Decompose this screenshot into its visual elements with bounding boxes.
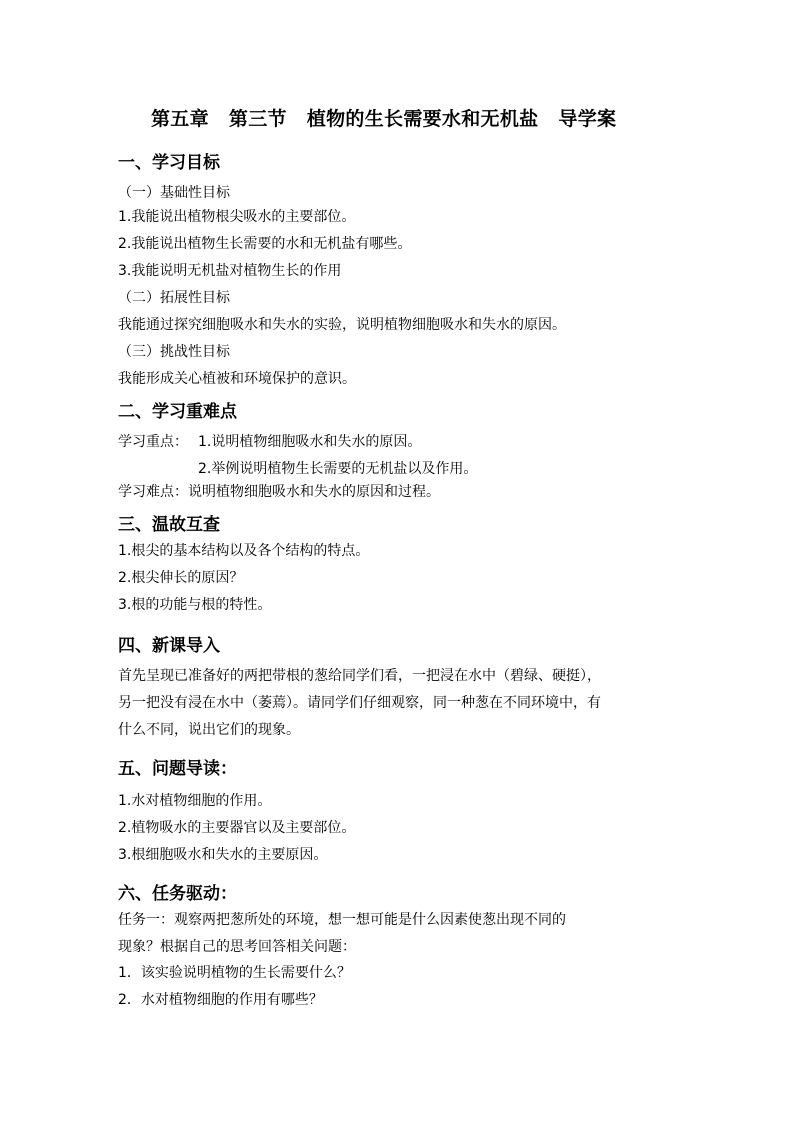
list-item: 1.水对植物细胞的作用。 <box>118 793 272 809</box>
list-item: 2.植物吸水的主要器官以及主要部位。 <box>118 820 356 836</box>
title-chapter: 第五章 <box>151 108 209 130</box>
intro-line-3: 什么不同，说出它们的现象。 <box>118 722 300 738</box>
section-3-heading: 三、温故互查 <box>118 515 220 535</box>
task-line-1: 任务一：观察两把葱所处的环境，想一想可能是什么因素使葱出现不同的 <box>118 912 566 928</box>
objective-basic-heading: （一）基础性目标 <box>118 185 230 201</box>
list-item: 2.根尖伸长的原因？ <box>118 570 244 586</box>
key-point-1: 1.说明植物细胞吸水和失水的原因。 <box>198 434 422 450</box>
list-item: 3.根的功能与根的特性。 <box>118 597 272 613</box>
task-question-1: 1．该实验说明植物的生长需要什么？ <box>118 965 351 981</box>
document-title <box>151 104 711 131</box>
section-6-heading: 六、任务驱动： <box>118 884 237 904</box>
objective-extended-heading: （二）拓展性目标 <box>118 290 230 306</box>
objective-challenge-text: 我能形成关心植被和环境保护的意识。 <box>118 371 356 387</box>
intro-line-1: 首先呈现已准备好的两把带根的葱给同学们看，一把浸在水中（碧绿、硬挺）， <box>118 668 601 684</box>
title-topic: 植物的生长需要水和无机盐 <box>306 108 539 130</box>
section-1-heading: 一、学习目标 <box>118 153 220 173</box>
section-2-heading: 二、学习重难点 <box>118 402 237 422</box>
difficulty-label: 学习难点： <box>118 484 188 500</box>
intro-line-2: 另一把没有浸在水中（萎蔫）。请同学们仔细观察，同一种葱在不同环境中，有 <box>118 695 601 711</box>
title-section: 第三节 <box>228 108 287 130</box>
objective-extended-text: 我能通过探究细胞吸水和失水的实验，说明植物细胞吸水和失水的原因。 <box>118 317 566 333</box>
key-points-label: 学习重点： <box>118 434 188 450</box>
key-point-2: 2.举例说明植物生长需要的无机盐以及作用。 <box>198 461 478 477</box>
list-item: 3.根细胞吸水和失水的主要原因。 <box>118 847 328 863</box>
task-line-2: 现象？根据自己的思考回答相关问题： <box>118 939 356 955</box>
difficulty-text: 说明植物细胞吸水和失水的原因和过程。 <box>188 484 440 500</box>
objective-challenge-heading: （三）挑战性目标 <box>118 344 230 360</box>
list-item: 1.我能说出植物根尖吸水的主要部位。 <box>118 209 356 225</box>
section-5-heading: 五、问题导读： <box>118 759 237 779</box>
list-item: 1.根尖的基本结构以及各个结构的特点。 <box>118 543 370 559</box>
list-item: 2.我能说出植物生长需要的水和无机盐有哪些。 <box>118 236 412 252</box>
list-item: 3.我能说明无机盐对植物生长的作用 <box>118 263 342 279</box>
title-kind: 导学案 <box>558 108 617 130</box>
section-4-heading: 四、新课导入 <box>118 636 220 656</box>
task-question-2: 2．水对植物细胞的作用有哪些？ <box>118 992 323 1008</box>
